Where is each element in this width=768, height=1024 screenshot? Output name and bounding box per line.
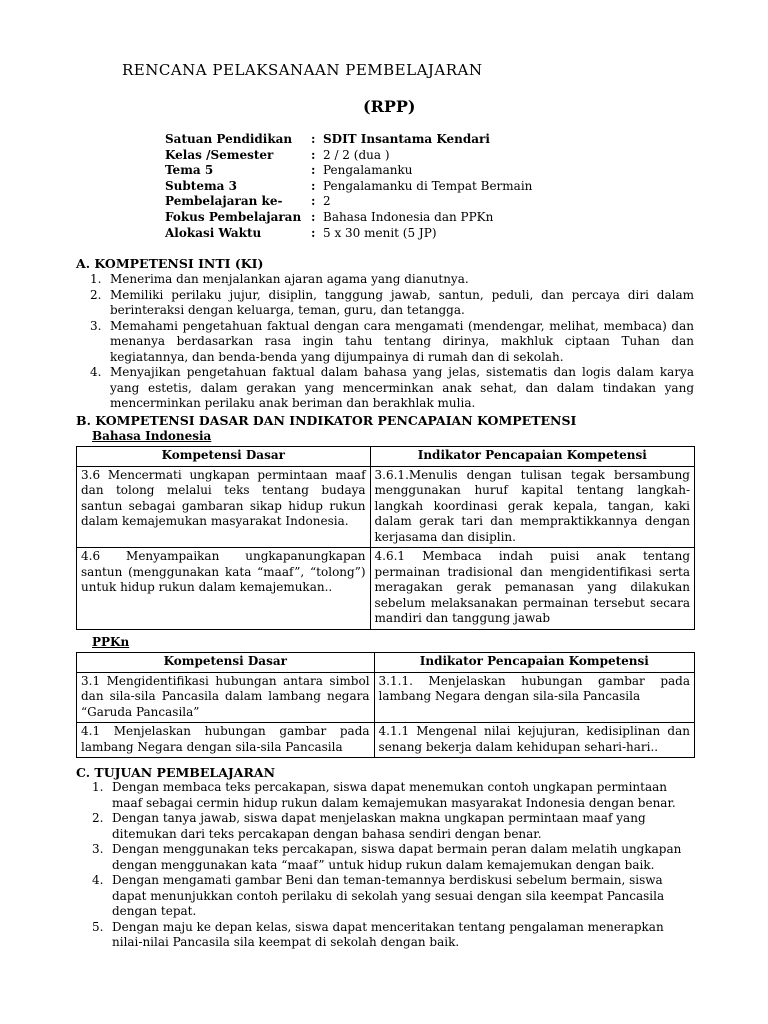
section-c-heading: C. TUJUAN PEMBELAJARAN [76,765,276,780]
info-colon: : [311,132,316,146]
bahasa-indonesia-subtitle: Bahasa Indonesia [92,429,212,443]
list-text: Memahami pengetahuan faktual dengan cara mengamati (mendengar, melihat, membaca) dan menanya berdasarkan rasa ingin tahu tentang dirinya, makhluk ciptaan Tuhan dan kegiatannya, dan benda-benda yang dijumpainya di rumah dan di sekolah. [110,318,694,364]
list-item [90,288,694,319]
list-text-line: maaf sebagai cermin hidup rukun dalam kemajemukan masyarakat Indonesia dengan benar. [112,795,676,810]
list-text-line: dapat menunjukkan contoh perilaku di sekolah yang sesuai dengan sila keempat Pancasila [112,888,665,903]
list-item [92,873,692,920]
info-value: 5 x 30 menit (5 JP) [323,225,437,240]
list-text: Memiliki perilaku jujur, disiplin, tanggung jawab, santun, peduli, dan percaya diri dalam berinteraksi dengan keluarga, teman, guru, dan tetangga. [110,287,694,317]
list-text-line: Dengan maju ke depan kelas, siswa dapat menceritakan tentang pengalaman menerapkan [112,919,664,934]
info-label: Pembelajaran ke- [165,194,283,209]
column-header: Indikator Pencapaian Kompetensi [374,653,694,673]
list-number: 3. [92,842,104,856]
info-value: Pengalamanku [323,163,413,178]
list-number: 4. [90,365,102,379]
list-item [90,272,694,288]
ppkn-table [76,652,695,758]
info-row [165,210,532,226]
info-label: Fokus Pembelajaran [165,209,302,224]
table-row [77,466,695,548]
document-subtitle: (RPP) [363,97,416,116]
info-colon: : [311,225,316,240]
table-cell: 4.1.1 Mengenal nilai kejujuran, kedisiplinan dan senang bekerja dalam kehidupan sehari-hari.. [374,723,694,758]
list-item [90,365,694,412]
info-value: Bahasa Indonesia dan PPKn [323,209,494,224]
table-cell: 3.6 Mencermati ungkapan permintaan maaf dan tolong melalui teks tentang budaya santun sebagai gambaran sikap hidup rukun dalam kemajemukan masyarakat Indonesia. [77,466,371,548]
info-label: Satuan Pendidikan [165,132,293,146]
list-text-line: ditemukan dari teks percakapan dengan bahasa sendiri dengan benar. [112,826,542,841]
list-number: 1. [92,780,104,794]
info-label: Tema 5 [165,163,214,178]
section-b-heading: B. KOMPETENSI DASAR DAN INDIKATOR PENCAPAIAN KOMPETENSI [76,413,577,428]
info-colon: : [311,209,316,224]
column-header: Indikator Pencapaian Kompetensi [370,447,694,467]
section-a-heading: A. KOMPETENSI INTI (KI) [76,256,264,271]
table-cell: 3.1 Mengidentifikasi hubungan antara simbol dan sila-sila Pancasila dalam lambang negara “Garuda Pancasila” [77,672,375,723]
info-value: Pengalamanku di Tempat Bermain [323,178,533,193]
bahasa-indonesia-table [76,446,695,630]
table-cell: 3.6.1.Menulis dengan tulisan tegak bersambung menggunakan huruf kapital tentang langkah-langkah koordinasi gerak kepala, tangan, kaki dalam gerak tari dan mempraktikkannya dengan kerjasama dan disiplin. [370,466,694,548]
section-a-list [90,272,694,412]
list-number: 3. [90,318,102,333]
list-number: 4. [92,873,104,887]
list-text-line: Dengan mengamati gambar Beni dan teman-temannya berdiskusi sebelum bermain, siswa [112,873,663,887]
info-colon: : [311,178,316,193]
list-item [92,842,692,873]
info-row [165,132,532,148]
document-title: RENCANA PELAKSANAAN PEMBELAJARAN [122,61,483,79]
list-number: 2. [92,811,104,825]
info-row [165,179,532,195]
list-text: Menyajikan pengetahuan faktual dalam bahasa yang jelas, sistematis dan logis dalam karya yang estetis, dalam gerakan yang mencerminkan anak sehat, dan dalam tindakan yang mencerminkan perilaku anak beriman dan berakhlak mulia. [110,365,694,410]
list-text-line: dengan tepat. [112,904,197,918]
info-colon: : [311,194,316,209]
identity-block [165,132,532,241]
list-text-line: Dengan membaca teks percakapan, siswa dapat menemukan contoh ungkapan permintaan [112,780,668,794]
info-colon: : [311,163,316,178]
list-text-line: Dengan menggunakan teks percakapan, siswa dapat bermain peran dalam melatih ungkapan [112,842,682,856]
info-label: Alokasi Waktu [165,225,262,240]
list-item [92,780,692,811]
table-cell: 4.6.1 Membaca indah puisi anak tentang permainan tradisional dan mengidentifikasi serta meragakan gerak pemanasan yang dilakukan sebelum melaksanakan permainan tersebut secara mandiri dan tanggung jawab [370,548,694,630]
table-row [77,548,695,630]
info-value: 2 / 2 (dua ) [323,147,390,162]
list-item [92,920,692,951]
table-row [77,672,695,723]
table-row [77,723,695,758]
info-label: Kelas /Semester [165,147,274,162]
info-row [165,194,532,210]
table-cell: 4.1 Menjelaskan hubungan gambar pada lambang Negara dengan sila-sila Pancasila [77,723,375,758]
info-row [165,163,532,179]
column-header: Kompetensi Dasar [77,447,371,467]
list-text: Menerima dan menjalankan ajaran agama yang dianutnya. [110,272,469,286]
ppkn-subtitle: PPKn [92,635,130,649]
list-text-line: Dengan tanya jawab, siswa dapat menjelaskan makna ungkapan permintaan maaf yang [112,811,646,825]
table-cell: 3.1.1. Menjelaskan hubungan gambar pada lambang Negara dengan sila-sila Pancasila [374,672,694,723]
section-c-list [92,780,692,951]
info-value: SDIT Insantama Kendari [323,132,490,146]
list-number: 2. [90,287,102,302]
table-header-row [77,653,695,673]
list-item [92,811,692,842]
info-value: 2 [323,194,331,209]
info-row [165,148,532,164]
table-cell: 4.6 Menyampaikan ungkapanungkapan santun (menggunakan kata “maaf”, “tolong”) untuk hidup rukun dalam kemajemukan.. [77,548,371,630]
list-number: 5. [92,919,104,934]
table-header-row [77,447,695,467]
list-text-line: nilai-nilai Pancasila sila keempat di sekolah dengan baik. [112,935,460,949]
list-text-line: dengan menggunakan kata “maaf” untuk hidup rukun dalam kemajemukan dengan baik. [112,857,655,872]
info-label: Subtema 3 [165,178,237,193]
list-item [90,319,694,366]
info-colon: : [311,147,316,162]
list-number: 1. [90,272,102,286]
info-row [165,226,532,242]
column-header: Kompetensi Dasar [77,653,375,673]
